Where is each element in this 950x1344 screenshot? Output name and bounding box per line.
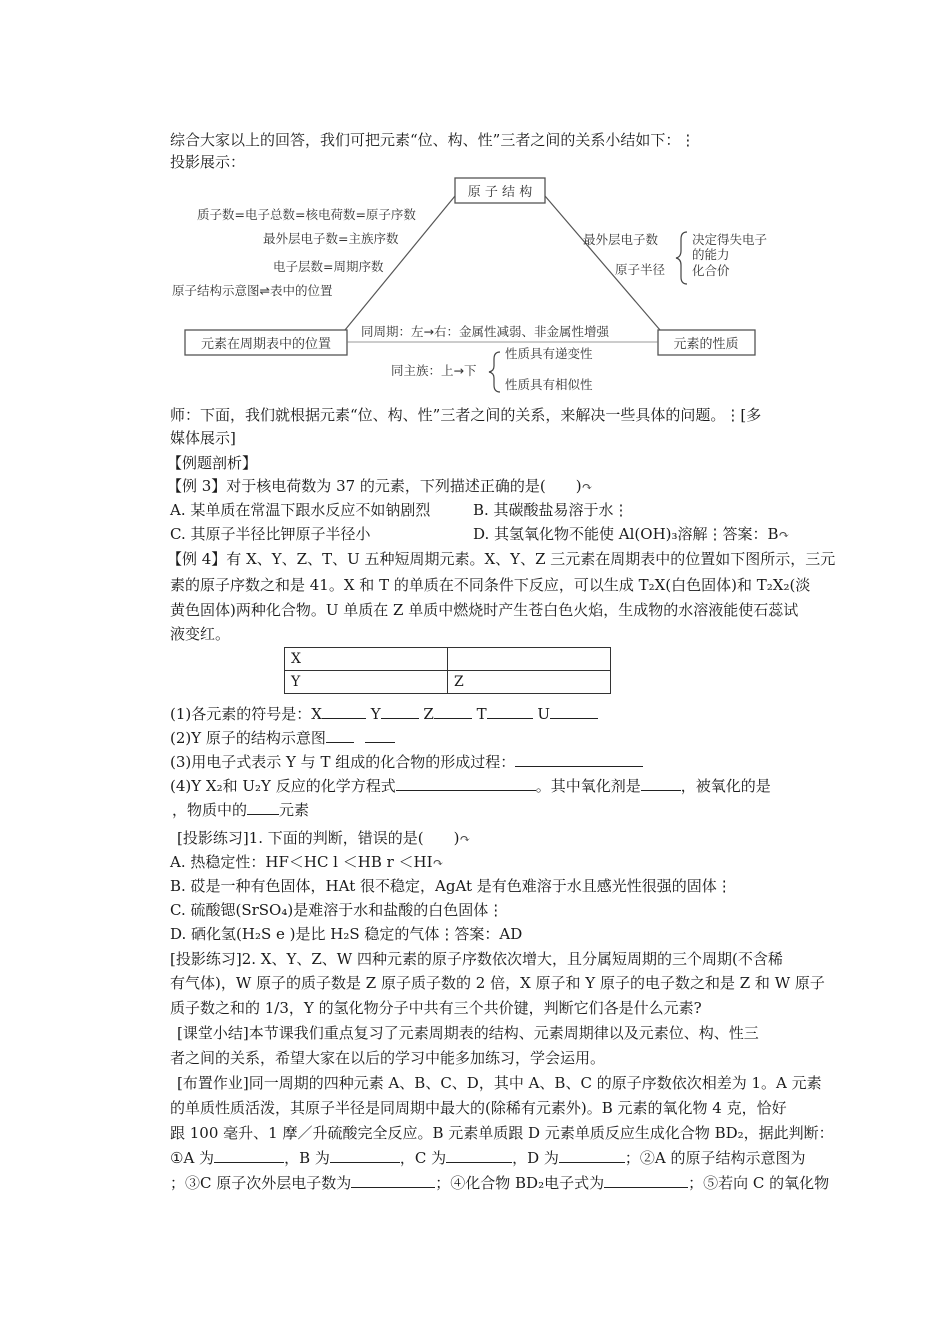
- practice2-line-1: [投影练习]2. X、Y、Z、W 四种元素的原子序数依次增大，且分属短周期的三个周期(不含稀: [170, 950, 783, 968]
- ex3-option-b: B. 其碳酸盐易溶于水⋮: [473, 501, 629, 519]
- ex4-line-3: 黄色固体)两种化合物。U 单质在 Z 单质中燃烧时产生苍白色火焰，生成物的水溶液能使石蕊试: [170, 601, 799, 619]
- summary-line-1: [课堂小结]本节课我们重点复习了元素周期表的结构、元素周期律以及元素位、构、性三: [177, 1024, 759, 1042]
- periodic-position-table: [284, 647, 611, 694]
- right-box-label: 元素的性质: [673, 337, 739, 352]
- answer-blank-q2b[interactable]: [365, 728, 395, 743]
- answer-blank-c-inner-electrons[interactable]: [351, 1173, 435, 1188]
- group-item-2: 性质具有相似性: [505, 377, 593, 392]
- ex3-stem: 【例 3】对于核电荷数为 37 的元素，下列描述正确的是( )↷: [167, 477, 593, 495]
- answer-blank-t[interactable]: [487, 704, 533, 719]
- ex4-q3: (3)用电子式表示 Y 与 T 组成的化合物的形成过程：: [170, 752, 643, 772]
- homework-line-4: ①A 为 ，B 为 ，C 为 ，D 为 ；②A 的原子结构示意图为: [170, 1149, 806, 1167]
- practice1-option-c: C. 硫酸锶(SrSO₄)是难溶于水和盐酸的白色固体⋮: [170, 901, 504, 919]
- ex4-q1: (1)各元素的符号是：X Y Z T U: [170, 704, 598, 724]
- right-label-1: 最外层电子数: [583, 232, 659, 247]
- practice1-option-d: D. 硒化氢(H₂S e )是比 H₂S 稳定的气体⋮答案：AD: [170, 925, 523, 943]
- intro-line-2: 投影展示：: [170, 153, 246, 171]
- practice2-line-2: 有气体)，W 原子的质子数是 Z 原子质子数的 2 倍，X 原子和 Y 原子的电子数之和是 Z 和 W 原子: [170, 974, 825, 992]
- answer-blank-q2a[interactable]: [326, 728, 354, 743]
- homework-line-1: [布置作业]同一周期的四种元素 A、B、C、D，其中 A、B、C 的原子序数依次相差为 1。A 元素: [177, 1074, 822, 1092]
- intro-line-1: 综合大家以上的回答，我们可把元素“位、构、性”三者之间的关系小结如下：⋮: [170, 131, 696, 149]
- left-box-label: 元素在周期表中的位置: [200, 337, 332, 352]
- right-brace-text-1: 决定得失电子: [692, 232, 768, 247]
- answer-blank-c[interactable]: [446, 1148, 512, 1163]
- practice2-line-3: 质子数之和的 1/3，Y 的氢化物分子中共有三个共价键，判断它们各是什么元素?: [170, 999, 702, 1017]
- left-label-2: 最外层电子数=主族序数: [263, 231, 399, 246]
- homework-line-3: 跟 100 毫升、1 摩／升硫酸完全反应。B 元素单质跟 D 元素单质反应生成化合物 BD₂，据此判断：: [170, 1124, 834, 1142]
- table-row: [285, 648, 611, 671]
- homework-line-2: 的单质性质活泼，其原子半径是同周期中最大的(除稀有元素外)。B 元素的氧化物 4 克，恰好: [170, 1099, 787, 1117]
- answer-blank-u[interactable]: [550, 704, 598, 719]
- teacher-line-1: 师：下面，我们就根据元素“位、构、性”三者之间的关系，来解决一些具体的问题。⋮[多: [170, 406, 762, 424]
- answer-blank-q3[interactable]: [515, 752, 643, 767]
- ex4-q2: (2)Y 原子的结构示意图: [170, 728, 395, 748]
- practice1-option-a: A. 热稳定性：HF＜HC l ＜HB r ＜HI↷: [170, 853, 444, 871]
- answer-blank-equation[interactable]: [396, 776, 536, 791]
- top-box-label: 原 子 结 构: [467, 185, 533, 200]
- right-label-2: 原子半径: [615, 262, 666, 277]
- answer-blank-d[interactable]: [559, 1148, 625, 1163]
- teacher-line-2: 媒体展示]: [170, 429, 236, 447]
- ex4-q4: (4)Y X₂和 U₂Y 反应的化学方程式 。其中氧化剂是 ，被氧化的是: [170, 777, 771, 795]
- answer-blank-element[interactable]: [247, 800, 279, 815]
- practice1-option-b: B. 砹是一种有色固体，HAt 很不稳定，AgAt 是有色难溶于水且感光性很强的固体⋮: [170, 877, 732, 895]
- right-brace: [676, 232, 687, 284]
- table-cell: Y: [285, 671, 448, 694]
- practice1-stem: [投影练习]1. 下面的判断，错误的是( )↷: [177, 829, 471, 847]
- group-rule-prefix: 同主族：上→下: [391, 363, 477, 378]
- example-heading: 【例题剖析】: [167, 454, 258, 472]
- answer-blank-x[interactable]: [322, 704, 366, 719]
- table-row: [285, 671, 611, 694]
- group-brace: [489, 352, 500, 392]
- right-brace-text-3: 化合价: [692, 263, 730, 278]
- summary-line-2: 者之间的关系，希望大家在以后的学习中能多加练习，学会运用。: [170, 1049, 606, 1067]
- table-cell: [448, 648, 611, 671]
- answer-blank-b[interactable]: [330, 1148, 400, 1163]
- ex4-line-4: 液变红。: [170, 625, 231, 643]
- ex4-line-1: 【例 4】有 X、Y、Z、T、U 五种短周期元素。X、Y、Z 三元素在周期表中的位置如下图所示，三元: [167, 550, 836, 568]
- right-brace-text-2: 的能力: [692, 247, 730, 262]
- answer-blank-oxidant[interactable]: [641, 776, 681, 791]
- left-label-1: 质子数=电子总数=核电荷数=原子序数: [197, 207, 416, 222]
- ex3-option-d: D. 其氢氧化物不能使 Al(OH)₃溶解⋮答案：B↷: [473, 525, 790, 543]
- answer-blank-y[interactable]: [381, 704, 419, 719]
- homework-line-5: ；③C 原子次外层电子数为 ；④化合物 BD₂电子式为 ；⑤若向 C 的氧化物: [170, 1174, 830, 1192]
- ex4-q4-cont: ，物质中的 元素: [172, 801, 310, 819]
- left-label-4: 原子结构示意图⇌表中的位置: [172, 283, 333, 298]
- left-label-3: 电子层数=周期序数: [273, 259, 384, 274]
- period-rule: 同周期：左→右：金属性减弱、非金属性增强: [361, 324, 609, 339]
- ex3-option-a: A. 某单质在常温下跟水反应不如钠剧烈: [170, 501, 431, 519]
- ex4-line-2: 素的原子序数之和是 41。X 和 T 的单质在不同条件下反应，可以生成 T₂X(白色固体)和 T₂X₂(淡: [170, 576, 811, 594]
- answer-blank-a[interactable]: [214, 1148, 284, 1163]
- group-item-1: 性质具有递变性: [505, 346, 593, 361]
- table-cell: Z: [448, 671, 611, 694]
- table-cell: X: [285, 648, 448, 671]
- answer-blank-z[interactable]: [434, 704, 472, 719]
- ex3-option-c: C. 其原子半径比钾原子半径小: [170, 525, 371, 543]
- answer-blank-bd2-formula[interactable]: [604, 1173, 688, 1188]
- relationship-diagram: [165, 172, 770, 397]
